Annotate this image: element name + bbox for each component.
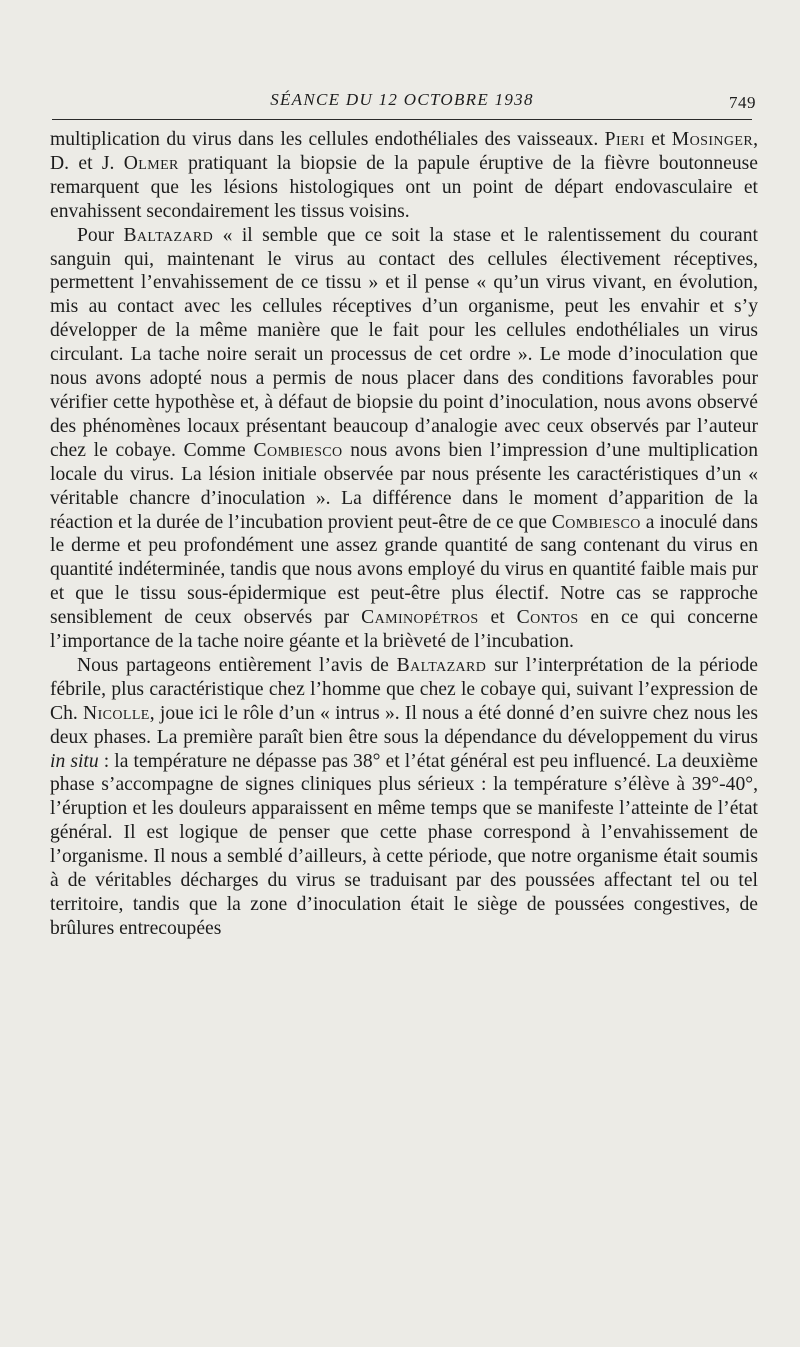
text-run: « il semble que ce soit la stase et le ralentissement du courant sanguin qui, maintenant le virus au contact des cellules électivement réceptives, permettent l’envahissement de ce tissu » et il pense « qu’un virus vivant, en évolution, mis au contact avec les cellules réceptives d’un organisme, peut les envahir et s’y développer de la même manière que le fait pour les cellules endothéliales un virus circulant. La tache noire serait un processus de cet ordre ». Le mode d’inoculation que nous avons adopté nous a permis de nous placer dans des conditions favorables pour vérifier cette hypothèse et, à défaut de biopsie du point d’inoculation, nous avons observé des phénomènes locaux présentant beaucoup d’analogie avec ceux observés par l’auteur chez le cobaye. Comme	[50, 224, 758, 461]
text-run: , D. et J.	[50, 129, 758, 174]
page-number: 749	[729, 93, 756, 112]
author-name: Contos	[516, 607, 579, 629]
author-name: Baltazard	[123, 224, 214, 246]
text-run: pratiquant la biopsie de la papule éruptive de la fièvre boutonneuse remarquent que les lésions histologiques ont un point de départ endovasculaire et envahissent secondairement les tissus voisins.	[50, 152, 758, 222]
running-title: SÉANCE DU 12 OCTOBRE 1938	[270, 90, 534, 109]
author-name: Combiesco	[253, 439, 343, 461]
author-name: Mosinger	[671, 129, 754, 150]
text-run: sur l’interprétation de la période fébrile, plus caractéristique chez l’homme que chez le cobaye qui, suivant l’expression de Ch.	[50, 654, 758, 724]
header-rule	[52, 119, 752, 120]
body-text	[50, 128, 758, 941]
text-run: : la température ne dépasse pas 38° et l’état général est peu influencé. La deuxième phase s’accompagne de signes cliniques plus sérieux : la température s’élève à 39°-40°, l’éruption et les douleurs apparaissent en même temps que se manifeste l’atteinte de l’état général. Il est logique de penser que cette phase correspond à l’envahissement de l’organisme. Il nous a semblé d’ailleurs, à cette période, que notre organisme était soumis à de véritables décharges du virus se traduisant par des poussées affectant tel ou tel territoire, tandis que la zone d’inoculation était le siège de poussées congestives, de brûlures entrecoupées	[50, 750, 758, 939]
author-name: Baltazard	[396, 654, 487, 676]
text-run: et	[478, 607, 517, 629]
paragraph-2	[50, 224, 758, 654]
paragraph-3	[50, 654, 758, 941]
running-head	[52, 86, 756, 120]
text-run: multiplication du virus dans les cellules endothéliales des vaisseaux.	[50, 129, 605, 150]
paragraph-1	[50, 128, 758, 224]
text-run: Pour	[77, 224, 124, 246]
author-name: Nicolle	[83, 702, 150, 724]
text-run: en ce qui concerne l’importance de la tache noire géante et la brièveté de l’incubation.	[50, 607, 759, 653]
italic-term: in situ	[50, 750, 99, 772]
text-run: nous avons bien l’impression d’une multiplication locale du virus. La lésion initiale observée par nous présente les caractéristiques d’un « véritable chancre d’inoculation ». La différence dans le moment d’apparition de la réaction et la durée de l’incubation provient peut-être de ce que	[50, 439, 758, 533]
text-run: a inoculé dans le derme et peu profondément une assez grande quantité de sang contenant du virus en quantité indéterminée, tandis que nous avons employé du virus en quantité faible mais pur et que le tissu sous-épidermique est peut-être plus électif. Notre cas se rapproche sensiblement de ceux observés par	[50, 511, 758, 629]
author-name: Caminopétros	[361, 607, 479, 629]
author-name: Pieri	[604, 129, 645, 150]
text-run: et	[644, 129, 672, 150]
text-run: , joue ici le rôle d’un « intrus ». Il nous a été donné d’en suivre chez nous les deux phases. La première paraît bien être sous la dépendance du développement du virus	[50, 702, 758, 748]
text-run: Nous partageons entièrement l’avis de	[77, 654, 397, 676]
author-name: Olmer	[123, 152, 179, 174]
author-name: Combiesco	[551, 511, 641, 533]
